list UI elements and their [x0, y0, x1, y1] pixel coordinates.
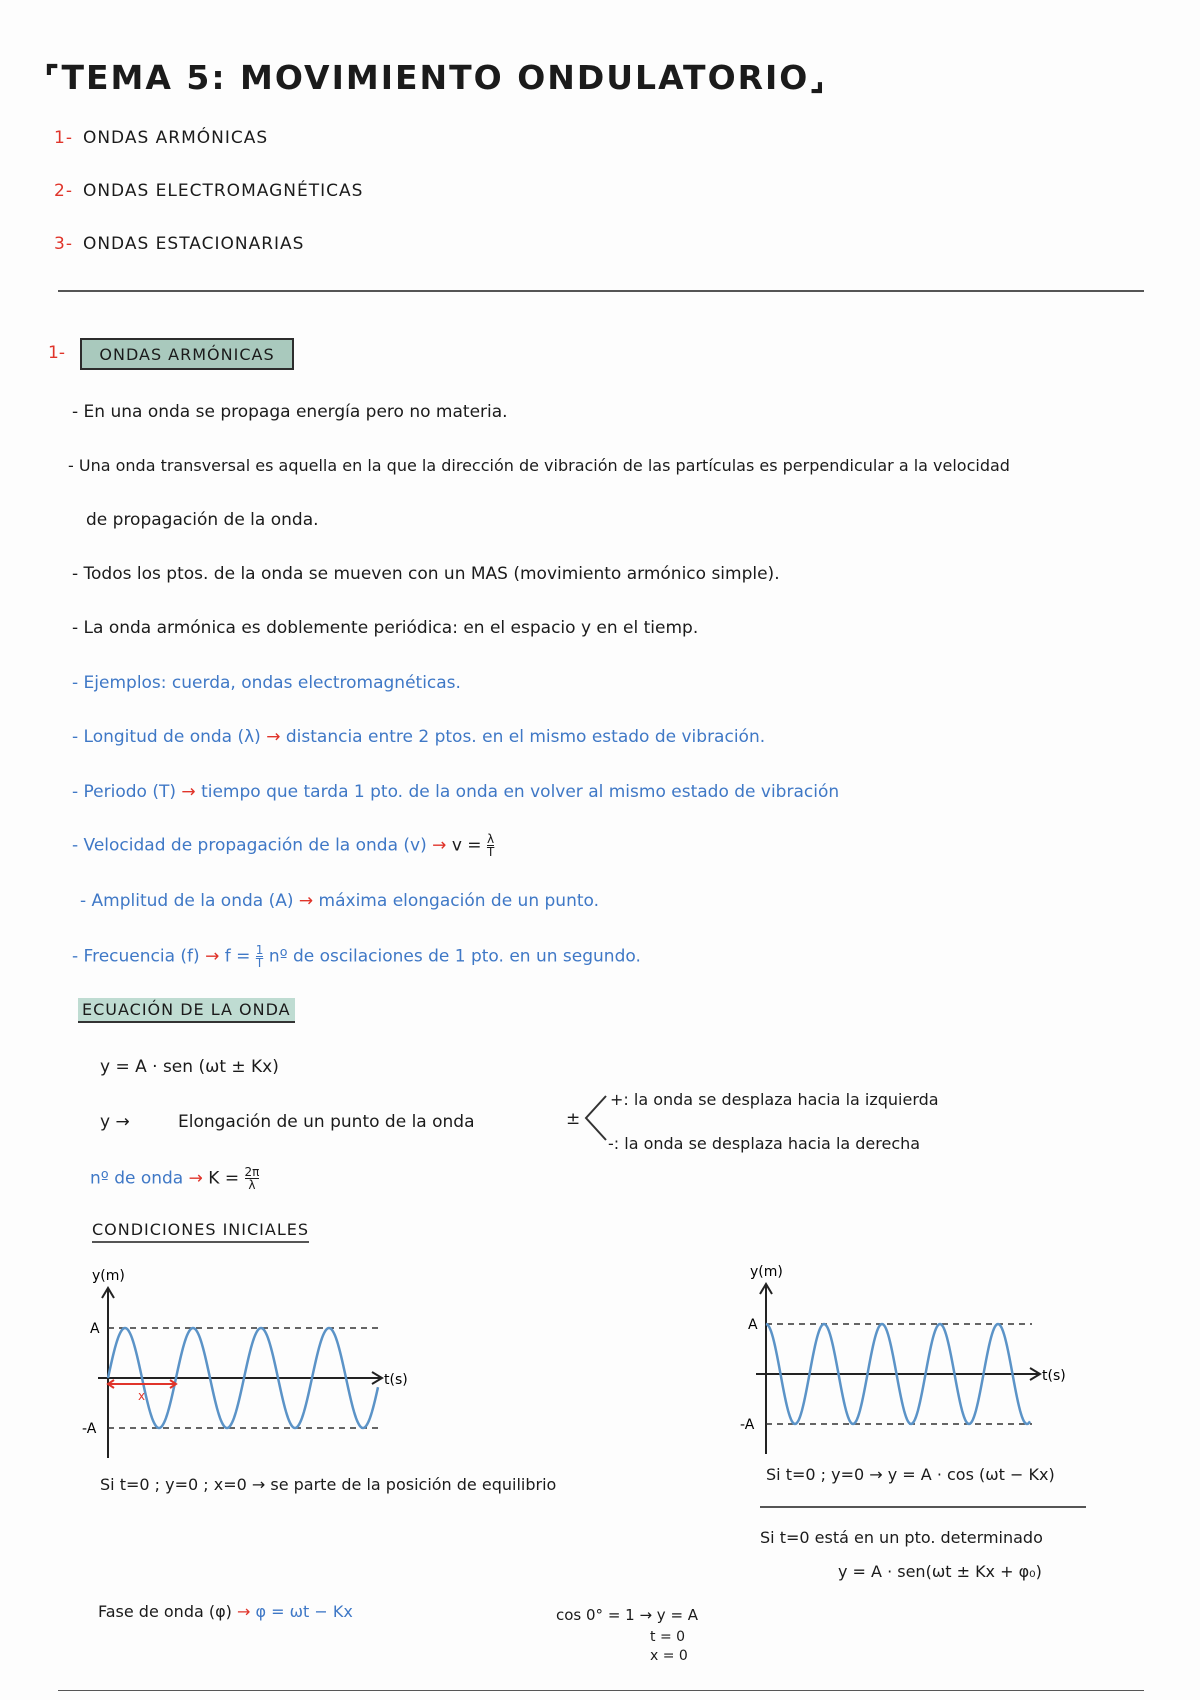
plus-minus: ± — [566, 1109, 581, 1129]
graph2-xlabel: t(s) — [1042, 1368, 1066, 1384]
examples: - Ejemplos: cuerda, ondas electromagnéticas. — [72, 673, 461, 693]
page-title: ⌜TEMA 5: MOVIMIENTO ONDULATORIO⌟ — [44, 58, 827, 97]
title-bracket-open: ⌜ — [44, 58, 62, 97]
graph2-minusA: -A — [740, 1417, 755, 1433]
velocity-fraction: $\frac{\lambda}{T}$ — [486, 832, 495, 859]
bullet-1: - En una onda se propaga energía pero no materia. — [72, 402, 508, 422]
case-divider — [760, 1506, 1086, 1508]
wavenumber: nº de onda → K = $\frac{2\pi}{\lambda}$ — [90, 1165, 260, 1192]
def-frequency: - Frecuencia (f) → f = $\frac{1}{T}$ nº de oscilaciones de 1 pto. en un segundo. — [72, 943, 641, 970]
graph1-A: A — [90, 1321, 100, 1337]
cos-note-line3: x = 0 — [650, 1648, 688, 1664]
brace-icon — [582, 1093, 608, 1143]
bullet-2: - Una onda transversal es aquella en la que la dirección de vibración de las partículas es perpendicular a la velocidad — [68, 456, 1010, 475]
def-amplitude: - Amplitud de la onda (A) → máxima elongación de un punto. — [80, 891, 600, 911]
plus-description: +: la onda se desplaza hacia la izquierda — [610, 1090, 939, 1109]
divider — [58, 290, 1144, 292]
arrow-icon: → — [181, 782, 196, 802]
graph1-ylabel: y(m) — [92, 1268, 125, 1284]
toc-item-1: 1- ONDAS ARMÓNICAS — [54, 128, 269, 148]
arrow-icon: → — [298, 891, 314, 911]
graph1-x-mark: x — [138, 1389, 146, 1403]
graph2-A: A — [748, 1317, 758, 1333]
y-label: y → — [100, 1112, 130, 1132]
toc-item-3: 3- ONDAS ESTACIONARIAS — [54, 234, 305, 254]
cos-note-line2: t = 0 — [650, 1629, 686, 1645]
y-description: Elongación de un punto de la onda — [178, 1112, 475, 1132]
title-bracket-close: ⌟ — [809, 58, 827, 97]
def-wavelength: - Longitud de onda (λ) → distancia entre 2 ptos. en el mismo estado de vibración. — [72, 727, 766, 747]
phase-definition: Fase de onda (φ) → φ = ωt − Kx — [98, 1602, 353, 1621]
section-heading: ONDAS ARMÓNICAS — [80, 338, 294, 370]
wave-equation: y = A · sen (ωt ± Kx) — [100, 1057, 279, 1077]
def-velocity: - Velocidad de propagación de la onda (v) → v = $\frac{\lambda}{T}$ — [72, 832, 495, 859]
graph1-minusA: -A — [82, 1421, 97, 1437]
case-phase-line1: Si t=0 está en un pto. determinado — [760, 1528, 1043, 1547]
graph-sine — [80, 1262, 440, 1462]
initial-conditions-heading: CONDICIONES INICIALES — [92, 1220, 309, 1243]
def-period: - Periodo (T) → tiempo que tarda 1 pto. de la onda en volver al mismo estado de vibración — [72, 782, 840, 802]
arrow-icon: → — [266, 727, 281, 747]
arrow-icon: → — [237, 1602, 251, 1621]
equation-heading: ECUACIÓN DE LA ONDA — [78, 998, 295, 1023]
section-number: 1- — [48, 343, 65, 363]
graph1-xlabel: t(s) — [384, 1372, 408, 1388]
bullet-4: - La onda armónica es doblemente periódica: en el espacio y en el tiemp. — [72, 618, 699, 638]
graph-cosine — [740, 1258, 1100, 1458]
bullet-2-cont: de propagación de la onda. — [86, 510, 319, 530]
frequency-fraction: $\frac{1}{T}$ — [255, 943, 264, 970]
case-phase-line2: y = A · sen(ωt ± Kx + φ₀) — [838, 1562, 1042, 1581]
case-equilibrium: Si t=0 ; y=0 ; x=0 → se parte de la posición de equilibrio — [100, 1475, 557, 1494]
case-cosine: Si t=0 ; y=0 → y = A · cos (ωt − Kx) — [766, 1465, 1055, 1484]
arrow-icon: → — [205, 946, 220, 967]
arrow-icon: → — [432, 835, 447, 856]
wavenumber-fraction: $\frac{2\pi}{\lambda}$ — [244, 1165, 260, 1192]
bullet-3: - Todos los ptos. de la onda se mueven con un MAS (movimiento armónico simple). — [72, 564, 780, 584]
arrow-icon: → — [188, 1168, 203, 1189]
minus-description: -: la onda se desplaza hacia la derecha — [608, 1134, 921, 1153]
cos-note-line1: cos 0° = 1 → y = A — [556, 1606, 699, 1624]
bottom-divider — [58, 1690, 1144, 1691]
graph2-ylabel: y(m) — [750, 1264, 783, 1280]
toc-item-2: 2- ONDAS ELECTROMAGNÉTICAS — [54, 181, 364, 201]
